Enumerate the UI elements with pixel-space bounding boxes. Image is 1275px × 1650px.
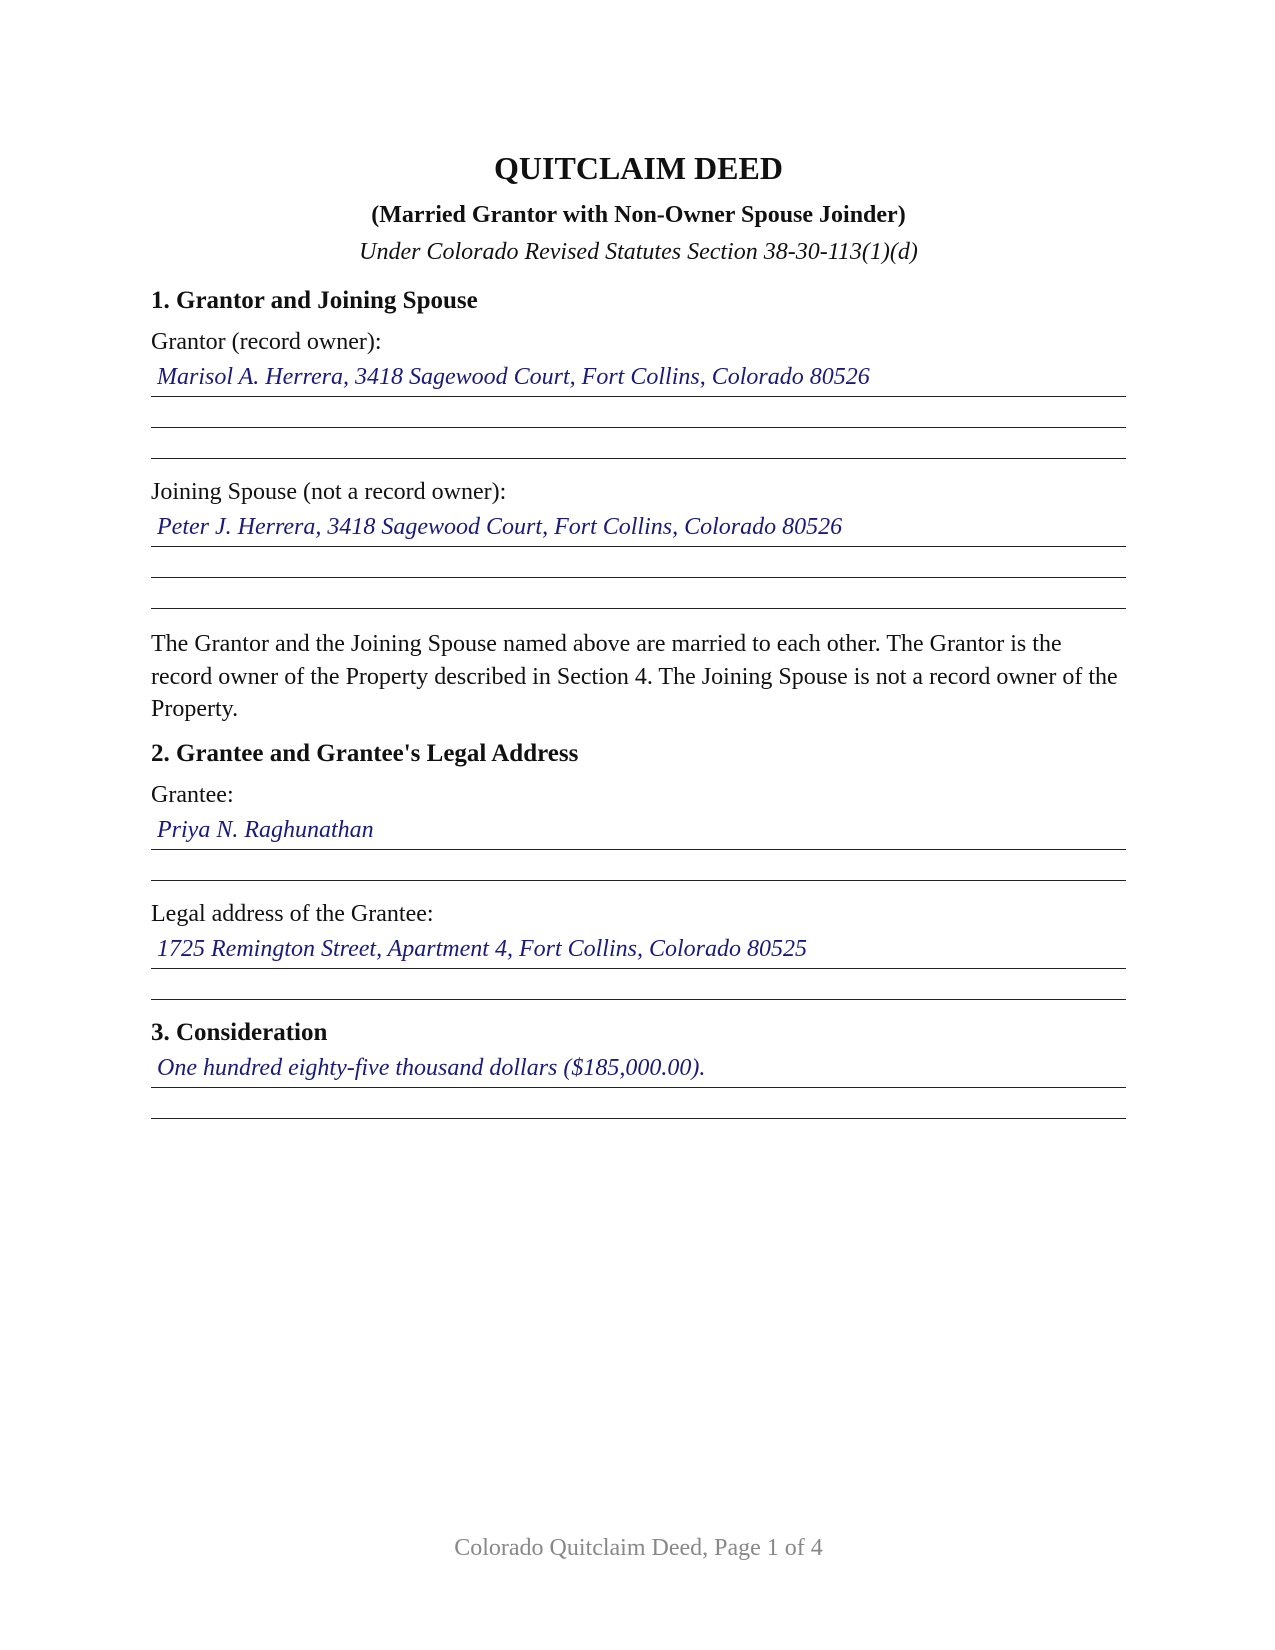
section2-heading: 2. Grantee and Grantee's Legal Address	[151, 740, 579, 767]
spouse-label: Joining Spouse (not a record owner):	[151, 479, 507, 505]
grantee-address-field-value[interactable]: 1725 Remington Street, Apartment 4, Fort Collins, Colorado 80525	[157, 936, 807, 962]
marital-statement: The Grantor and the Joining Spouse named above are married to each other. The Grantor is the record owner of the Property described in Section 4. The Joining Spouse is not a record owner of the Property.	[151, 631, 1118, 722]
spouse-line-3	[151, 608, 1126, 609]
grantor-line-3	[151, 458, 1126, 459]
grantor-field-value[interactable]: Marisol A. Herrera, 3418 Sagewood Court, Fort Collins, Colorado 80526	[157, 364, 870, 390]
grantee-address-line-2	[151, 999, 1126, 1000]
spouse-line-2	[151, 577, 1126, 578]
grantee-address-label: Legal address of the Grantee:	[151, 901, 434, 927]
grantee-field-value[interactable]: Priya N. Raghunathan	[157, 817, 374, 843]
grantee-line-1	[151, 849, 1126, 850]
statute-reference: Under Colorado Revised Statutes Section 38-30-113(1)(d)	[359, 239, 918, 265]
page-footer: Colorado Quitclaim Deed, Page 1 of 4	[454, 1535, 823, 1561]
grantor-line-2	[151, 427, 1126, 428]
document-title: QUITCLAIM DEED	[494, 150, 783, 186]
section3-heading: 3. Consideration	[151, 1019, 328, 1046]
grantee-line-2	[151, 880, 1126, 881]
consideration-line-1	[151, 1087, 1126, 1088]
grantor-label: Grantor (record owner):	[151, 329, 382, 355]
consideration-line-2	[151, 1118, 1126, 1119]
grantee-address-line-1	[151, 968, 1126, 969]
consideration-field-value[interactable]: One hundred eighty-five thousand dollars ($185,000.00).	[157, 1055, 706, 1081]
spouse-field-value[interactable]: Peter J. Herrera, 3418 Sagewood Court, Fort Collins, Colorado 80526	[157, 514, 843, 540]
grantee-label: Grantee:	[151, 782, 234, 808]
document-subtitle: (Married Grantor with Non-Owner Spouse Joinder)	[371, 202, 906, 228]
spouse-line-1	[151, 546, 1126, 547]
section1-heading: 1. Grantor and Joining Spouse	[151, 287, 478, 314]
grantor-line-1	[151, 396, 1126, 397]
